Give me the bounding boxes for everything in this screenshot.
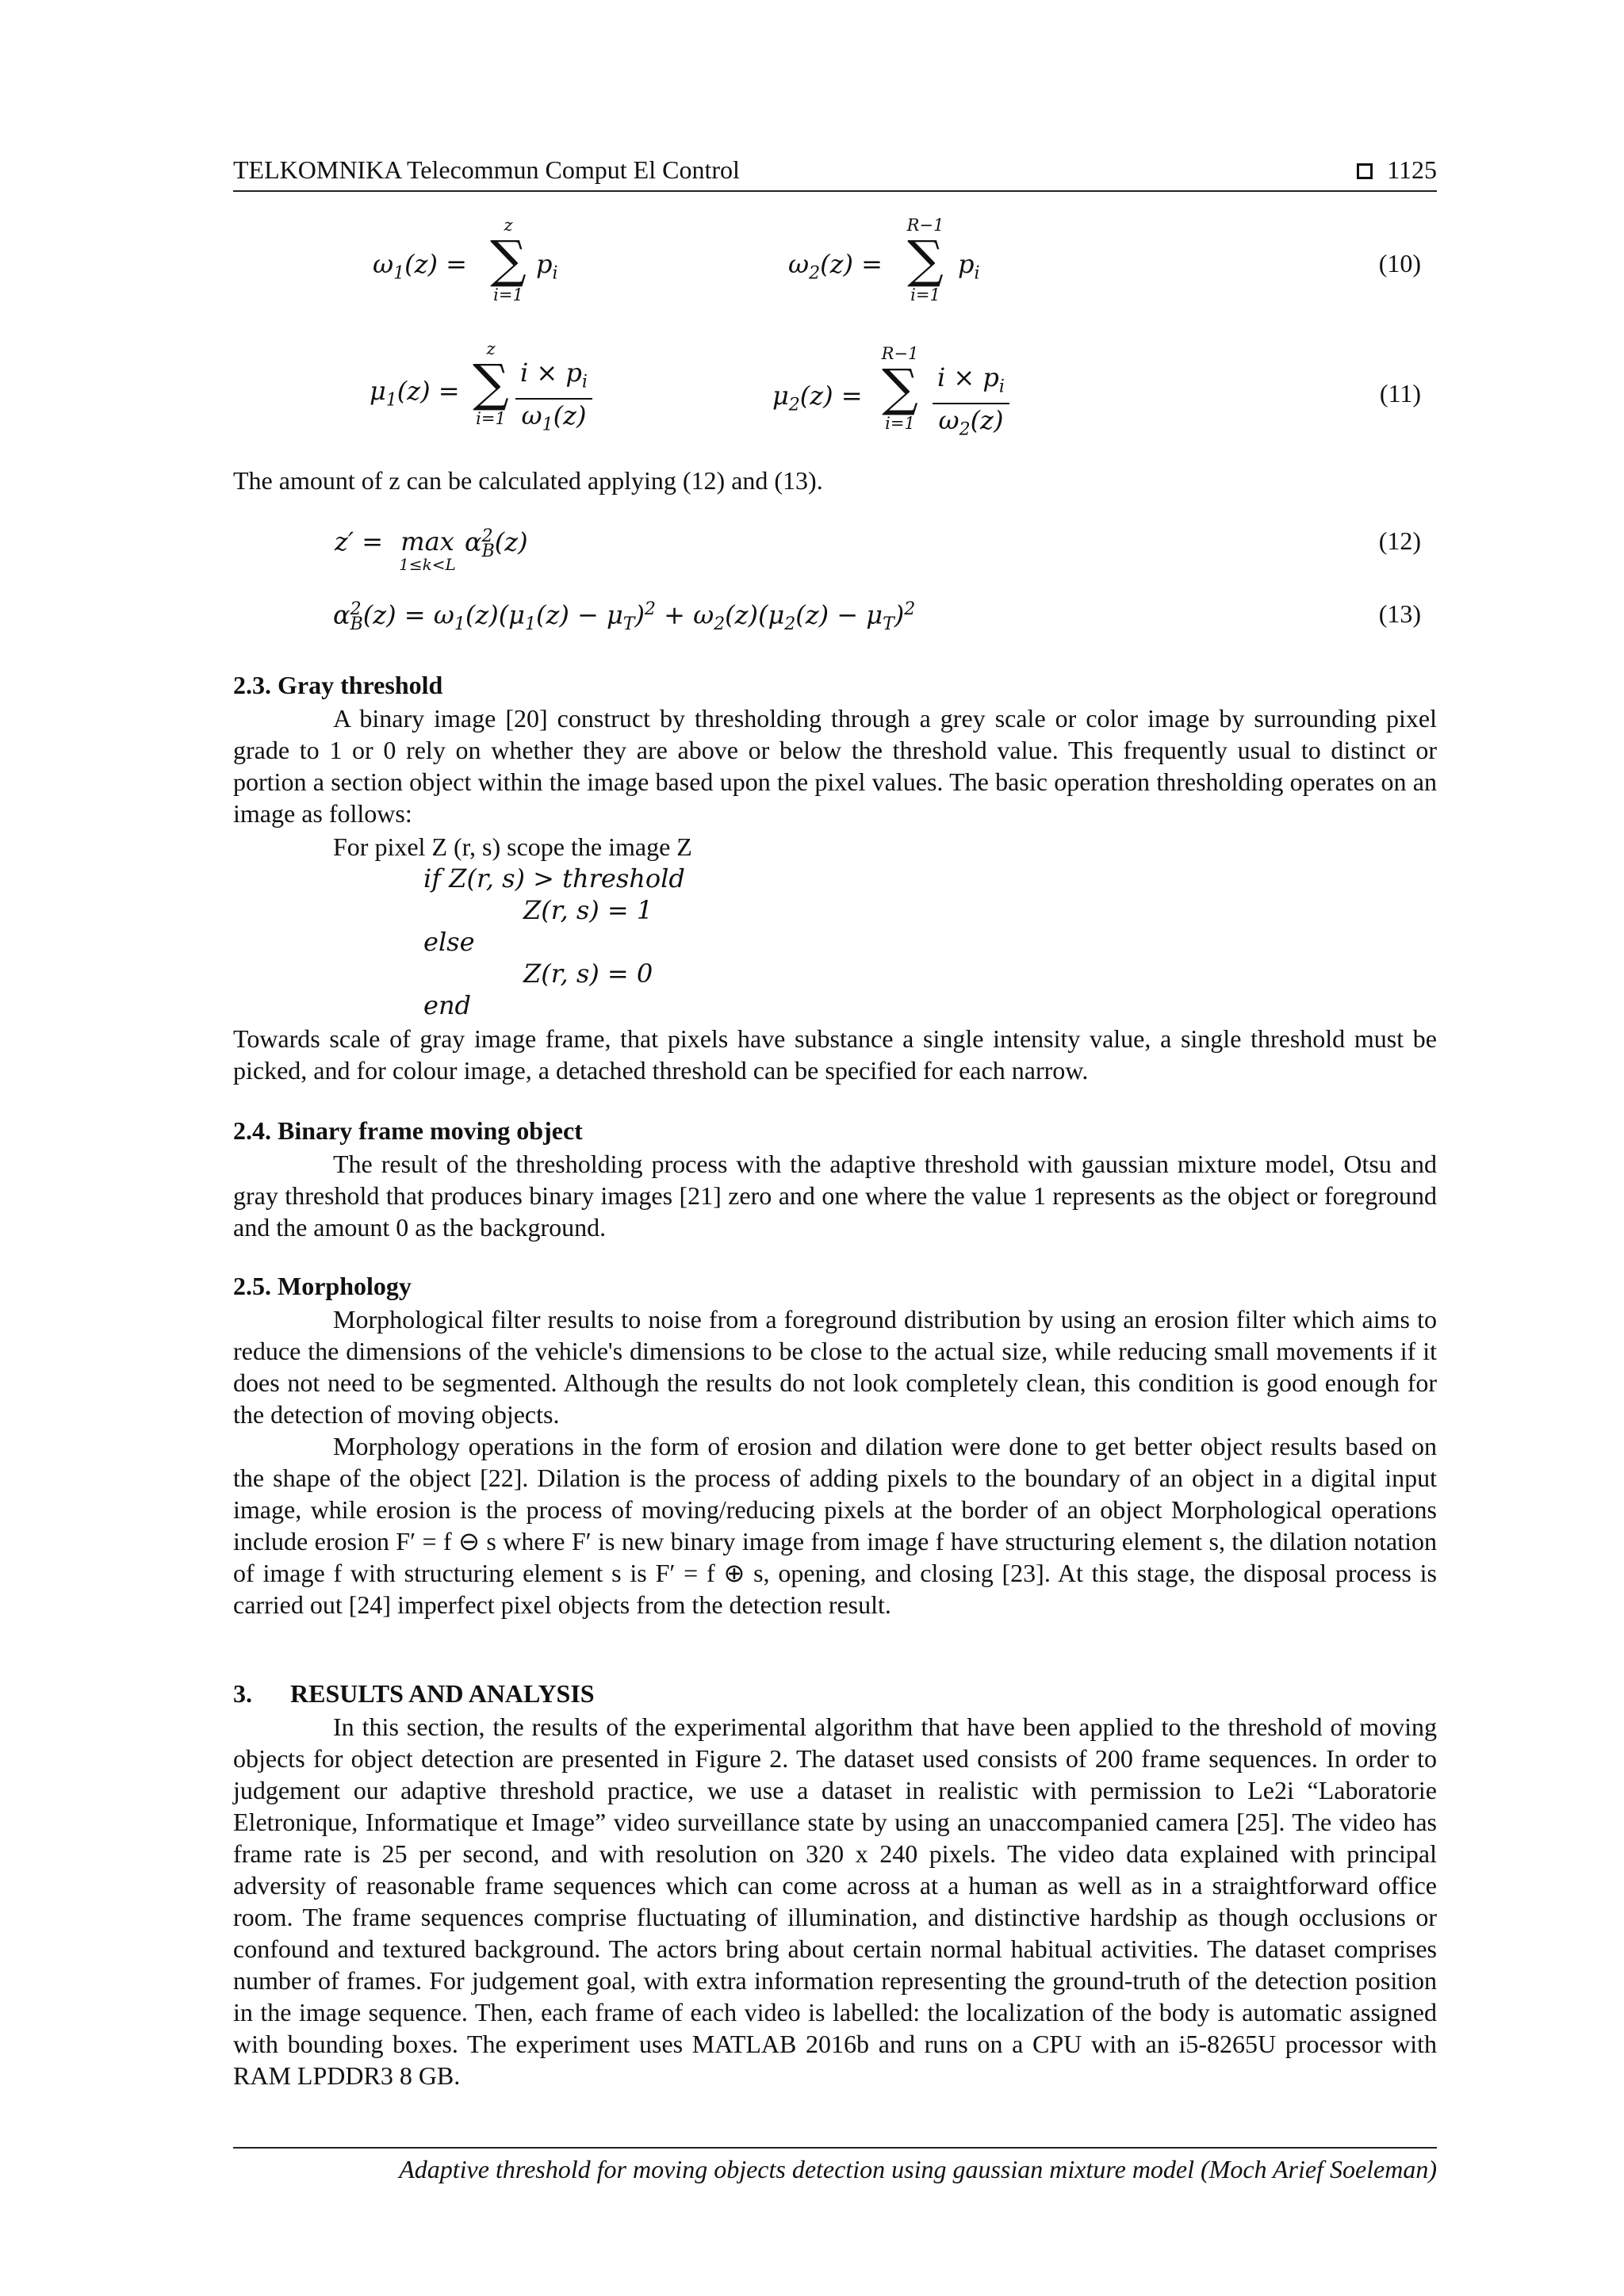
- para-2-4-1: The result of the thresholding process with the adaptive threshold with gaussian mixture model, Otsu and gray threshold that produces binary images [21] zero and one where the value 1 represents as the object or foreground and the amount 0 as the background.: [233, 1150, 1437, 1242]
- sum-mu2: R−1 ∑ i=1: [881, 344, 919, 433]
- mu1-fraction: $\frac{i \times p_i}{\omega_1(z)}$: [515, 357, 592, 442]
- para-2-5-2: Morphology operations in the form of erosion and dilation were done to get better object results based on the shape of the object [22]. Dilation is the process of adding pixels to the boundary of an object in a digital input image, while erosion is the process of moving/reducing pixels at the border of an object Morphological operations include erosion F′ = f ⊖ s where F′ is new binary image from image f have structuring element s, the dilation notation of image f with structuring element s is F′ = f ⊕ s, opening, and closing [23]. At this stage, the disposal process is carried out [24] imperfect pixel objects from the detection result.: [233, 1432, 1437, 1619]
- algo-line-5: Z(r, s) = 0: [523, 959, 653, 989]
- para-2-5-1: Morphological filter results to noise from a foreground distribution by using an erosion filter which aims to reduce the dimensions of the vehicle's dimensions to be close to the actual size, while reducing small movements if it does not need to be segmented. Although the results do not look completely clean, this condition is good enough for the detection of moving objects.: [233, 1305, 1437, 1429]
- max-operator: max 1≤k<L: [399, 526, 456, 574]
- equation-11: [233, 336, 1437, 447]
- omega2-rhs: $p_i$: [958, 249, 980, 284]
- intro-line: The amount of z can be calculated applying (12) and (13).: [233, 466, 823, 495]
- equation-number-10: (10): [1378, 249, 1421, 277]
- mu2-lhs: $\mu_2(z)$ =: [772, 381, 863, 415]
- algo-line-6: end: [423, 990, 472, 1020]
- algo-line-1: For pixel Z (r, s) scope the image Z: [333, 832, 692, 861]
- equation-number-13: (13): [1378, 599, 1421, 628]
- para-3-1: In this section, the results of the experimental algorithm that have been applied to the threshold of moving objects for object detection are presented in Figure 2. The dataset used consists of 200 frame sequences. In order to judgement our adaptive threshold practice, we use a dataset in realistic with permission to Le2i “Laboratorie Eletronique, Informatique et Image” video surveillance state by using an unaccompanied camera [25]. The video has frame rate is 25 per second, and with resolution on 320 x 240 pixels. The video data explained with principal adversity of reasonable frame sequences which can come across at a human as well as in a straightforward office room. The frame sequences comprise fluctuating of illumination, and distinctive hardship as though occlusions or confound and textured background. The actors bring about certain normal habitual activities. The dataset comprises number of frames. For judgement goal, with extra information representing the ground-truth of the detection position in the image sequence. Then, each frame of each video is labelled: the localization of the body is automatic assigned with bounding boxes. The experiment uses MATLAB 2016b and runs on a CPU with an i5-8265U processor with RAM LPDDR3 8 GB.: [233, 1712, 1437, 2090]
- omega1-rhs: $p_i$: [536, 249, 558, 284]
- algo-line-3: Z(r, s) = 1: [523, 895, 653, 925]
- running-footer: [233, 2147, 1437, 2183]
- mu2-fraction: $\frac{i \times p_i}{\omega_2(z)}$: [933, 362, 1009, 446]
- sum-omega2: R−1 ∑ i=1: [906, 216, 944, 304]
- footer-title: Adaptive threshold for moving objects detection using gaussian mixture model (Moch Arief Soeleman): [399, 2155, 1437, 2183]
- page-number-box: [1357, 155, 1437, 185]
- square-icon: [1357, 163, 1373, 179]
- algo-line-4: else: [423, 927, 475, 957]
- heading-2-4: 2.4. Binary frame moving object: [233, 1116, 583, 1145]
- sum-omega1: z ∑ i=1: [490, 216, 527, 304]
- alpha-b-expression: $\alpha^2_B(z) = \omega_1(z)(\mu_1(z) - \mu_T)^2 + \omega_2(z)(\mu_2(z) - \mu_T)^2$: [333, 599, 916, 635]
- journal-title: TELKOMNIKA Telecommun Comput El Control: [233, 155, 740, 184]
- omega2-lhs: $\omega_2(z)$ =: [788, 249, 883, 284]
- algo-line-2: if Z(r, s) > threshold: [423, 863, 685, 894]
- heading-3: 3. RESULTS AND ANALYSIS: [233, 1679, 595, 1708]
- alpha-b-z: $\alpha^2_B(z)$: [465, 526, 528, 562]
- mu1-lhs: $\mu_1(z)$ =: [370, 376, 460, 411]
- z-prime-lhs: z′ =: [335, 526, 384, 557]
- equation-13: [233, 599, 1437, 639]
- omega1-lhs: $\omega_1(z)$ =: [373, 249, 467, 284]
- equation-number-12: (12): [1378, 526, 1421, 555]
- equation-number-11: (11): [1379, 379, 1421, 408]
- equation-10: [233, 212, 1437, 316]
- running-header: [233, 155, 1437, 192]
- heading-2-3: 2.3. Gray threshold: [233, 671, 443, 699]
- sum-mu1: z ∑ i=1: [473, 339, 509, 428]
- para-2-3-1: A binary image [20] construct by thresholding through a grey scale or color image by surrounding pixel grade to 1 or 0 rely on whether they are above or below the threshold value. This frequently usual to distinct or portion a section object within the image based upon the pixel values. The basic operation thresholding operates on an image as follows:: [233, 704, 1437, 828]
- equation-12: [233, 526, 1437, 582]
- heading-2-5: 2.5. Morphology: [233, 1272, 412, 1300]
- para-2-3-2: Towards scale of gray image frame, that pixels have substance a single intensity value, a single threshold must be picked, and for colour image, a detached threshold can be specified for each narrow.: [233, 1024, 1437, 1085]
- page-number: 1125: [1387, 155, 1437, 184]
